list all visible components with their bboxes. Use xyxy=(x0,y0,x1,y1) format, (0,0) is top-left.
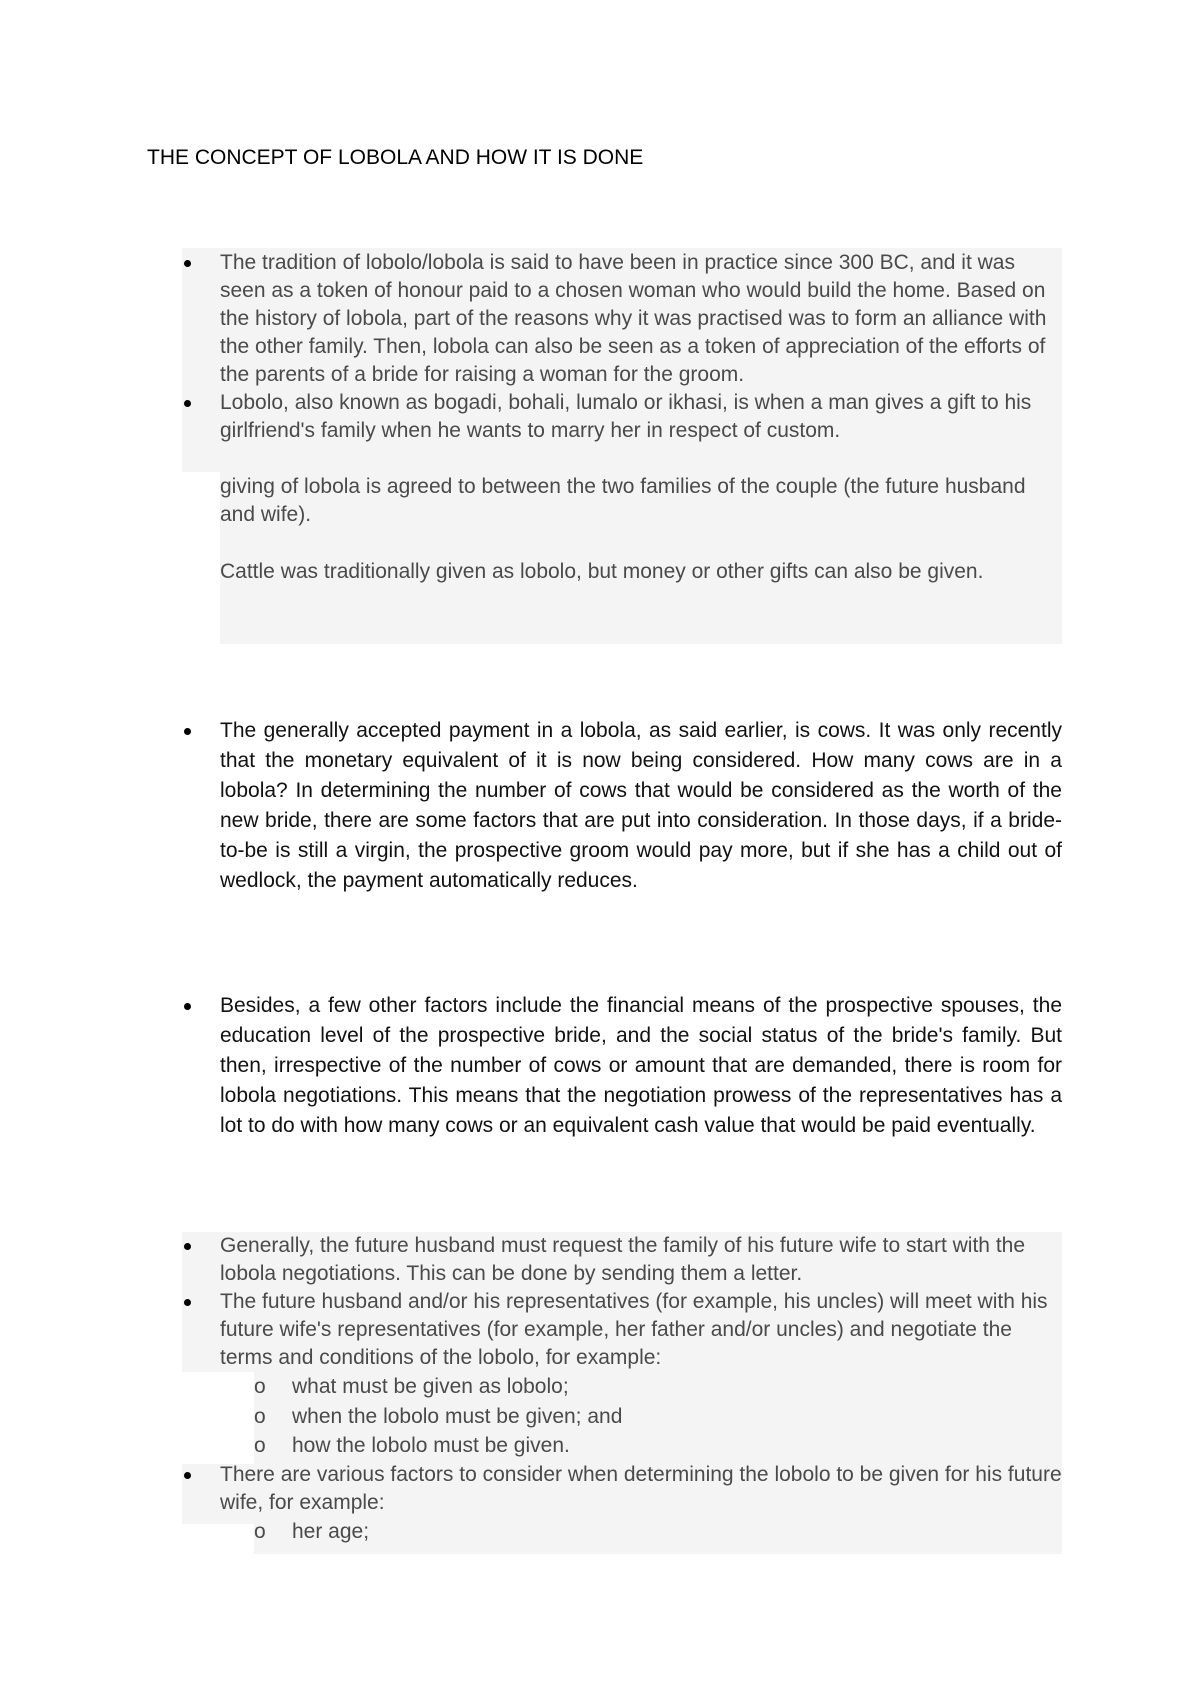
list-item xyxy=(182,991,1062,1141)
section-1 xyxy=(182,249,1062,586)
document-title: THE CONCEPT OF LOBOLA AND HOW IT IS DONE xyxy=(147,146,644,169)
section-2 xyxy=(182,716,1062,896)
section-4 xyxy=(182,1232,1062,1546)
sub-bullet-icon: o xyxy=(254,1404,266,1428)
bullet-icon xyxy=(184,1003,191,1010)
sub-list-item xyxy=(254,1372,1062,1402)
list-item-text: Generally, the future husband must request the family of his future wife to start with the lobola negotiations. This can be done by sending them a letter. xyxy=(220,1234,1026,1285)
sub-list-item xyxy=(254,1517,1062,1547)
list-item-text: The future husband and/or his representatives (for example, his uncles) will meet with his future wife's representatives (for example, her father and/or uncles) and negotiate the terms and conditions of the lobolo, for example: xyxy=(220,1290,1048,1369)
list-item xyxy=(182,1232,1062,1288)
bullet-icon xyxy=(184,400,191,407)
bullet-icon xyxy=(184,728,191,735)
sub-bullet-icon: o xyxy=(254,1434,266,1457)
list-item xyxy=(182,716,1062,896)
sub-list-item-text: what must be given as lobolo; xyxy=(292,1375,569,1398)
sub-list-item xyxy=(254,1431,1062,1461)
list-item-text: Besides, a few other factors include the financial means of the prospective spouses, the education level of the prospective bride, and the social status of the bride's family. But then, irrespective of the number of cows or amount that are demanded, there is room for lobola negotiations. This means that the negotiation prowess of the representatives has a lot to do with how many cows or an equivalent cash value that would be paid eventually. xyxy=(220,994,1062,1137)
bullet-icon xyxy=(184,1243,191,1250)
sub-list-item-text: when the lobolo must be given; and xyxy=(292,1404,623,1428)
list-item xyxy=(182,389,1062,445)
sub-list-item xyxy=(254,1402,1062,1432)
list-item-text: The tradition of lobolo/lobola is said to have been in practice since 300 BC, and it was seen as a token of honour paid to a chosen woman who would build the home. Based on the history of lobola, part of the reasons why it was practised was to form an alliance with the other family. Then, lobola can also be seen as a token of appreciation of the efforts of the parents of a bride for raising a woman for the groom. xyxy=(220,251,1047,386)
list-item-text: The generally accepted payment in a lobola, as said earlier, is cows. It was only recently that the monetary equivalent of it is now being considered. How many cows are in a lobola? In determining the number of cows that would be considered as the worth of the new bride, there are some factors that are put into consideration. In those days, if a bride-to-be is still a virgin, the prospective groom would pay more, but if she has a child out of wedlock, the payment automatically reduces. xyxy=(220,719,1062,892)
sub-bullet-icon: o xyxy=(254,1519,266,1543)
paragraph: giving of lobola is agreed to between the two families of the couple (the future husband and wife). xyxy=(220,475,1026,526)
section-3 xyxy=(182,991,1062,1141)
list-item xyxy=(182,1461,1062,1517)
bullet-icon xyxy=(184,1472,191,1479)
list-item-text: Lobolo, also known as bogadi, bohali, lumalo or ikhasi, is when a man gives a gift to his girlfriend's family when he wants to marry her in respect of custom. xyxy=(220,391,1032,442)
paragraph: Cattle was traditionally given as lobolo, but money or other gifts can also be given. xyxy=(220,560,984,583)
sub-list-item-text: how the lobolo must be given. xyxy=(292,1434,570,1457)
list-item xyxy=(182,249,1062,389)
bullet-icon xyxy=(184,260,191,267)
list-item xyxy=(182,1288,1062,1372)
list-item-text: There are various factors to consider when determining the lobolo to be given for his future wife, for example: xyxy=(220,1462,1062,1514)
bullet-icon xyxy=(184,1299,191,1306)
sub-bullet-icon: o xyxy=(254,1375,266,1398)
sub-list-item-text: her age; xyxy=(292,1519,370,1543)
